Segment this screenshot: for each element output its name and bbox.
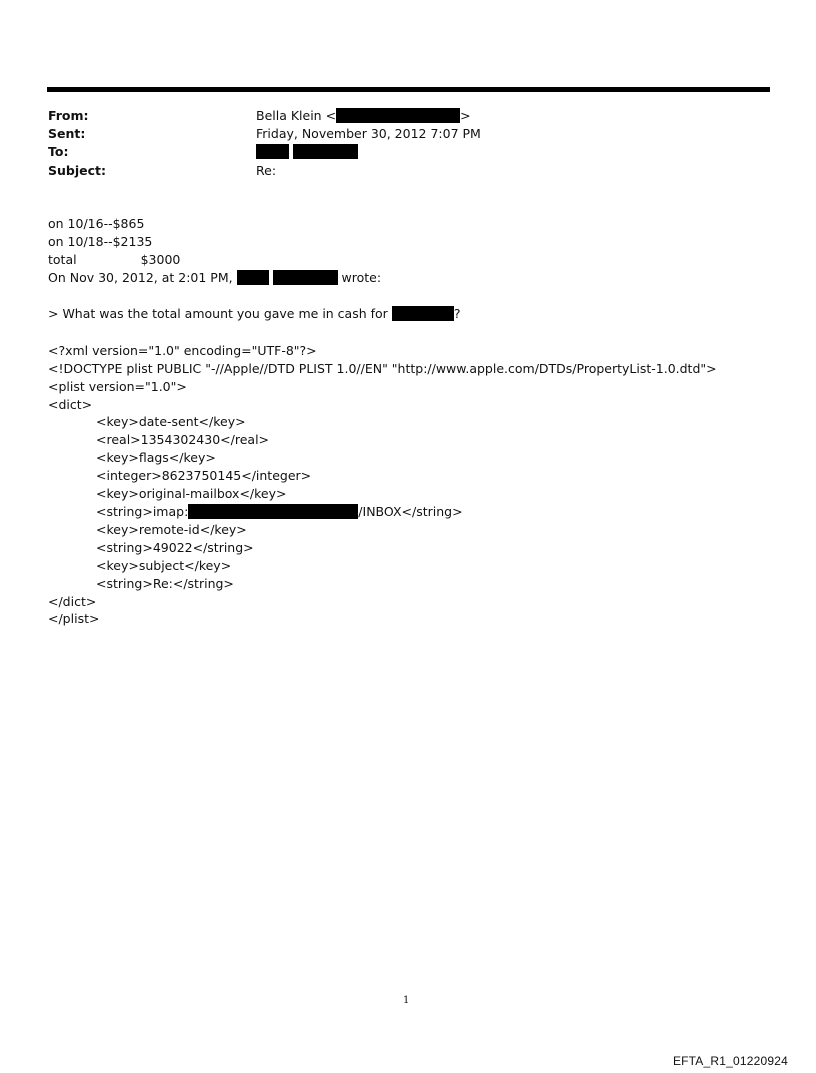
bates-number: EFTA_R1_01220924 <box>672 1054 788 1068</box>
to-row <box>48 143 748 161</box>
header-rule <box>47 87 770 92</box>
from-label: From: <box>48 108 89 123</box>
quote-prefix: On Nov 30, 2012, at 2:01 PM, <box>48 270 233 285</box>
quote-attribution <box>48 269 381 287</box>
dict-open: <dict> <box>48 397 93 412</box>
sent-row <box>48 125 748 143</box>
sent-label: Sent: <box>48 126 86 141</box>
sent-value: Friday, November 30, 2012 7:07 PM <box>256 126 481 141</box>
plist-line: <string>Re:</string> <box>96 576 234 591</box>
plist-line: <key>subject</key> <box>96 558 232 573</box>
question-suffix: ? <box>453 306 461 321</box>
plist-line-mailbox <box>96 503 463 521</box>
body-line-2: on 10/18--$2135 <box>48 234 153 249</box>
plist-line: <key>remote-id</key> <box>96 522 247 537</box>
quoted-question <box>48 305 460 323</box>
quote-suffix: wrote: <box>341 270 382 285</box>
redaction-bar <box>293 144 358 159</box>
to-value <box>256 143 358 161</box>
from-row <box>48 107 748 125</box>
total-label: total <box>48 252 77 267</box>
plist-line: <real>1354302430</real> <box>96 432 270 447</box>
to-label: To: <box>48 144 69 159</box>
doctype-line: <!DOCTYPE plist PUBLIC "-//Apple//DTD PLIST 1.0//EN" "http://www.apple.com/DTDs/PropertyList-1.0.dtd"> <box>48 361 717 376</box>
body-line-1: on 10/16--$865 <box>48 216 145 231</box>
redaction-bar <box>188 504 358 519</box>
plist-line: <integer>8623750145</integer> <box>96 468 312 483</box>
from-value <box>256 107 471 125</box>
from-close: > <box>460 108 471 123</box>
dict-close: </dict> <box>48 594 97 609</box>
plist-line: <key>original-mailbox</key> <box>96 486 287 501</box>
question-prefix: > What was the total amount you gave me in cash for <box>48 306 388 321</box>
plist-line: <key>date-sent</key> <box>96 414 246 429</box>
plist-open: <plist version="1.0"> <box>48 379 187 394</box>
body-total-line <box>48 251 180 269</box>
redaction-bar <box>256 144 289 159</box>
from-name: Bella Klein < <box>256 108 337 123</box>
plist-line: <string>49022</string> <box>96 540 254 555</box>
subject-value: Re: <box>256 163 277 178</box>
redaction-bar <box>273 270 338 285</box>
plist-close: </plist> <box>48 611 100 626</box>
plist-line: <key>flags</key> <box>96 450 216 465</box>
subject-label: Subject: <box>48 163 106 178</box>
mailbox-prefix: <string>imap: <box>96 504 189 519</box>
total-value: $3000 <box>140 252 181 267</box>
subject-row <box>48 162 748 180</box>
redaction-bar <box>392 306 454 321</box>
redaction-bar <box>336 108 460 123</box>
mailbox-suffix: /INBOX</string> <box>358 504 463 519</box>
redaction-bar <box>237 270 269 285</box>
page-number: 1 <box>403 995 410 1006</box>
xml-declaration: <?xml version="1.0" encoding="UTF-8"?> <box>48 343 317 358</box>
